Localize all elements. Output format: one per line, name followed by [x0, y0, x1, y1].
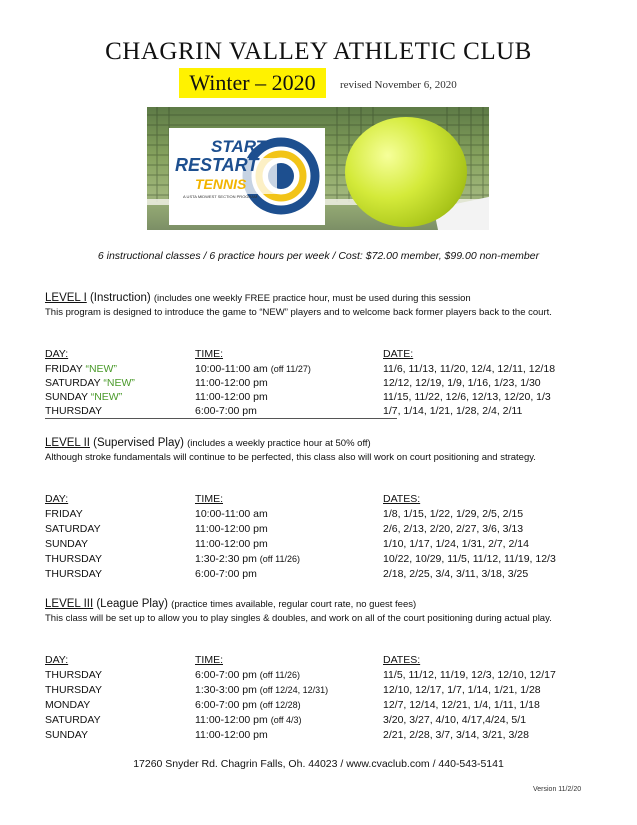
level-2-heading [45, 437, 371, 449]
logo-subtext: A USTA MIDWEST SECTION PROGRAM [183, 194, 258, 199]
level-3-subtitle: (League Play) [93, 598, 172, 610]
dates-cell: 12/7, 12/14, 12/21, 1/4, 1/11, 1/18 [383, 699, 540, 711]
time-cell: 6:00-7:00 pm (off 12/28) [195, 699, 301, 711]
time-cell: 11:00-12:00 pm [195, 538, 268, 550]
table-row [45, 568, 605, 583]
day-cell: SUNDAY “NEW” [45, 391, 123, 403]
level-1-header-row [45, 348, 605, 363]
time-cell: 6:00-7:00 pm [195, 405, 257, 417]
day-cell: THURSDAY [45, 568, 102, 580]
time-header: TIME: [195, 348, 223, 360]
day-cell: SUNDAY [45, 538, 88, 550]
dates-cell: 1/10, 1/17, 1/24, 1/31, 2/7, 2/14 [383, 538, 529, 550]
revised-date: revised November 6, 2020 [340, 79, 457, 91]
day-cell: SATURDAY “NEW” [45, 377, 135, 389]
table-row [45, 391, 605, 406]
day-cell: FRIDAY “NEW” [45, 363, 117, 375]
dates-cell: 12/12, 12/19, 1/9, 1/16, 1/23, 1/30 [383, 377, 541, 389]
tagline: 6 instructional classes / 6 practice hours per week / Cost: $72.00 member, $99.00 non-member [97, 250, 540, 262]
level-2-title: LEVEL II [45, 437, 90, 449]
new-tag: “NEW” [90, 391, 123, 403]
day-cell: SATURDAY [45, 714, 101, 726]
level-1-subtitle: (Instruction) [86, 292, 154, 304]
time-cell: 11:00-12:00 pm (off 4/3) [195, 714, 302, 726]
time-cell: 1:30-2:30 pm (off 11/26) [195, 553, 300, 565]
dates-cell: 2/18, 2/25, 3/4, 3/11, 3/18, 3/25 [383, 568, 529, 580]
level-3-title: LEVEL III [45, 598, 94, 610]
dates-cell: 12/10, 12/17, 1/7, 1/14, 1/21, 1/28 [383, 684, 541, 696]
table-row [45, 553, 605, 568]
time-cell: 11:00-12:00 pm [195, 391, 268, 403]
start-restart-tennis-logo [169, 128, 325, 225]
dates-cell: 2/21, 2/28, 3/7, 3/14, 3/21, 3/28 [383, 729, 529, 741]
contact-footer: 17260 Snyder Rd. Chagrin Falls, Oh. 44023 / www.cvaclub.com / 440-543-5141 [133, 758, 504, 770]
time-cell: 1:30-3:00 pm (off 12/24, 12/31) [195, 684, 329, 696]
date-header: DATES: [383, 493, 421, 505]
dates-cell: 10/22, 10/29, 11/5, 11/12, 11/19, 12/3 [383, 553, 556, 565]
new-tag: “NEW” [85, 363, 117, 375]
table-row [45, 729, 605, 744]
table-row [45, 699, 605, 714]
level-3-description: This class will be set up to allow you to play singles & doubles, and work on all of the court positioning during actual play. [45, 613, 552, 624]
dates-cell: 11/15, 11/22, 12/6, 12/13, 12/20, 1/3 [383, 391, 551, 403]
dates-cell: 2/6, 2/13, 2/20, 2/27, 3/6, 3/13 [383, 523, 524, 535]
table-row [45, 363, 605, 378]
level-2-header-row [45, 493, 605, 508]
date-header: DATES: [383, 654, 421, 666]
logo-text-restart: RESTART [175, 155, 259, 175]
level-1-heading [45, 292, 471, 304]
day-cell: THURSDAY [45, 669, 102, 681]
day-cell: THURSDAY [45, 405, 102, 417]
dates-cell: 1/7, 1/14, 1/21, 1/28, 2/4, 2/11 [383, 405, 523, 417]
day-cell: SUNDAY [45, 729, 88, 741]
table-row [45, 684, 605, 699]
new-tag: “NEW” [103, 377, 135, 389]
level-3-heading [45, 598, 416, 610]
time-cell: 6:00-7:00 pm [195, 568, 257, 580]
time-cell: 11:00-12:00 pm [195, 729, 268, 741]
logo-text-tennis: TENNIS [195, 176, 247, 192]
time-header: TIME: [195, 493, 223, 505]
club-title: CHAGRIN VALLEY ATHLETIC CLUB [105, 38, 532, 65]
dates-cell: 3/20, 3/27, 4/10, 4/17,4/24, 5/1 [383, 714, 527, 726]
time-cell: 10:00-11:00 am [195, 508, 268, 520]
level-1-description: This program is designed to introduce the game to “NEW” players and to welcome back former players back to the court. [45, 307, 552, 318]
day-header: DAY: [45, 348, 69, 360]
level-3-paren: (practice times available, regular court rate, no guest fees) [171, 599, 417, 610]
tennis-ball-icon [345, 117, 467, 227]
time-cell: 6:00-7:00 pm (off 11/26) [195, 669, 300, 681]
day-cell: SATURDAY [45, 523, 101, 535]
time-header: TIME: [195, 654, 223, 666]
time-cell: 10:00-11:00 am (off 11/27) [195, 363, 311, 375]
table-row [45, 538, 605, 553]
season-heading: Winter – 2020 [179, 68, 326, 98]
time-cell: 11:00-12:00 pm [195, 523, 268, 535]
table-row [45, 669, 605, 684]
level-3-header-row [45, 654, 605, 669]
table-row [45, 508, 605, 523]
day-cell: MONDAY [45, 699, 91, 711]
table-row [45, 714, 605, 729]
day-cell: THURSDAY [45, 553, 102, 565]
banner-image [147, 107, 489, 230]
logo-text-start: START [211, 137, 267, 156]
day-header: DAY: [45, 493, 69, 505]
date-header: DATE: [383, 348, 414, 360]
level-2-subtitle: (Supervised Play) [89, 437, 188, 449]
table-row [45, 523, 605, 538]
level-1-paren: (includes one weekly FREE practice hour, must be used during this session [153, 293, 471, 304]
dates-cell: 11/5, 11/12, 11/19, 12/3, 12/10, 12/17 [383, 669, 556, 681]
day-cell: FRIDAY [45, 508, 83, 520]
day-cell: THURSDAY [45, 684, 102, 696]
version-note: Version 11/2/20 [533, 786, 582, 793]
table-row [45, 377, 605, 392]
time-cell: 11:00-12:00 pm [195, 377, 268, 389]
level-2-paren: (includes a weekly practice hour at 50% off) [187, 438, 371, 449]
section-divider [45, 418, 397, 419]
dates-cell: 1/8, 1/15, 1/22, 1/29, 2/5, 2/15 [383, 508, 524, 520]
dates-cell: 11/6, 11/13, 11/20, 12/4, 12/11, 12/18 [383, 363, 556, 375]
level-2-description: Although stroke fundamentals will continue to be perfected, this class also will work on court positioning and strategy. [45, 452, 536, 463]
day-header: DAY: [45, 654, 69, 666]
level-1-title: LEVEL I [45, 292, 87, 304]
